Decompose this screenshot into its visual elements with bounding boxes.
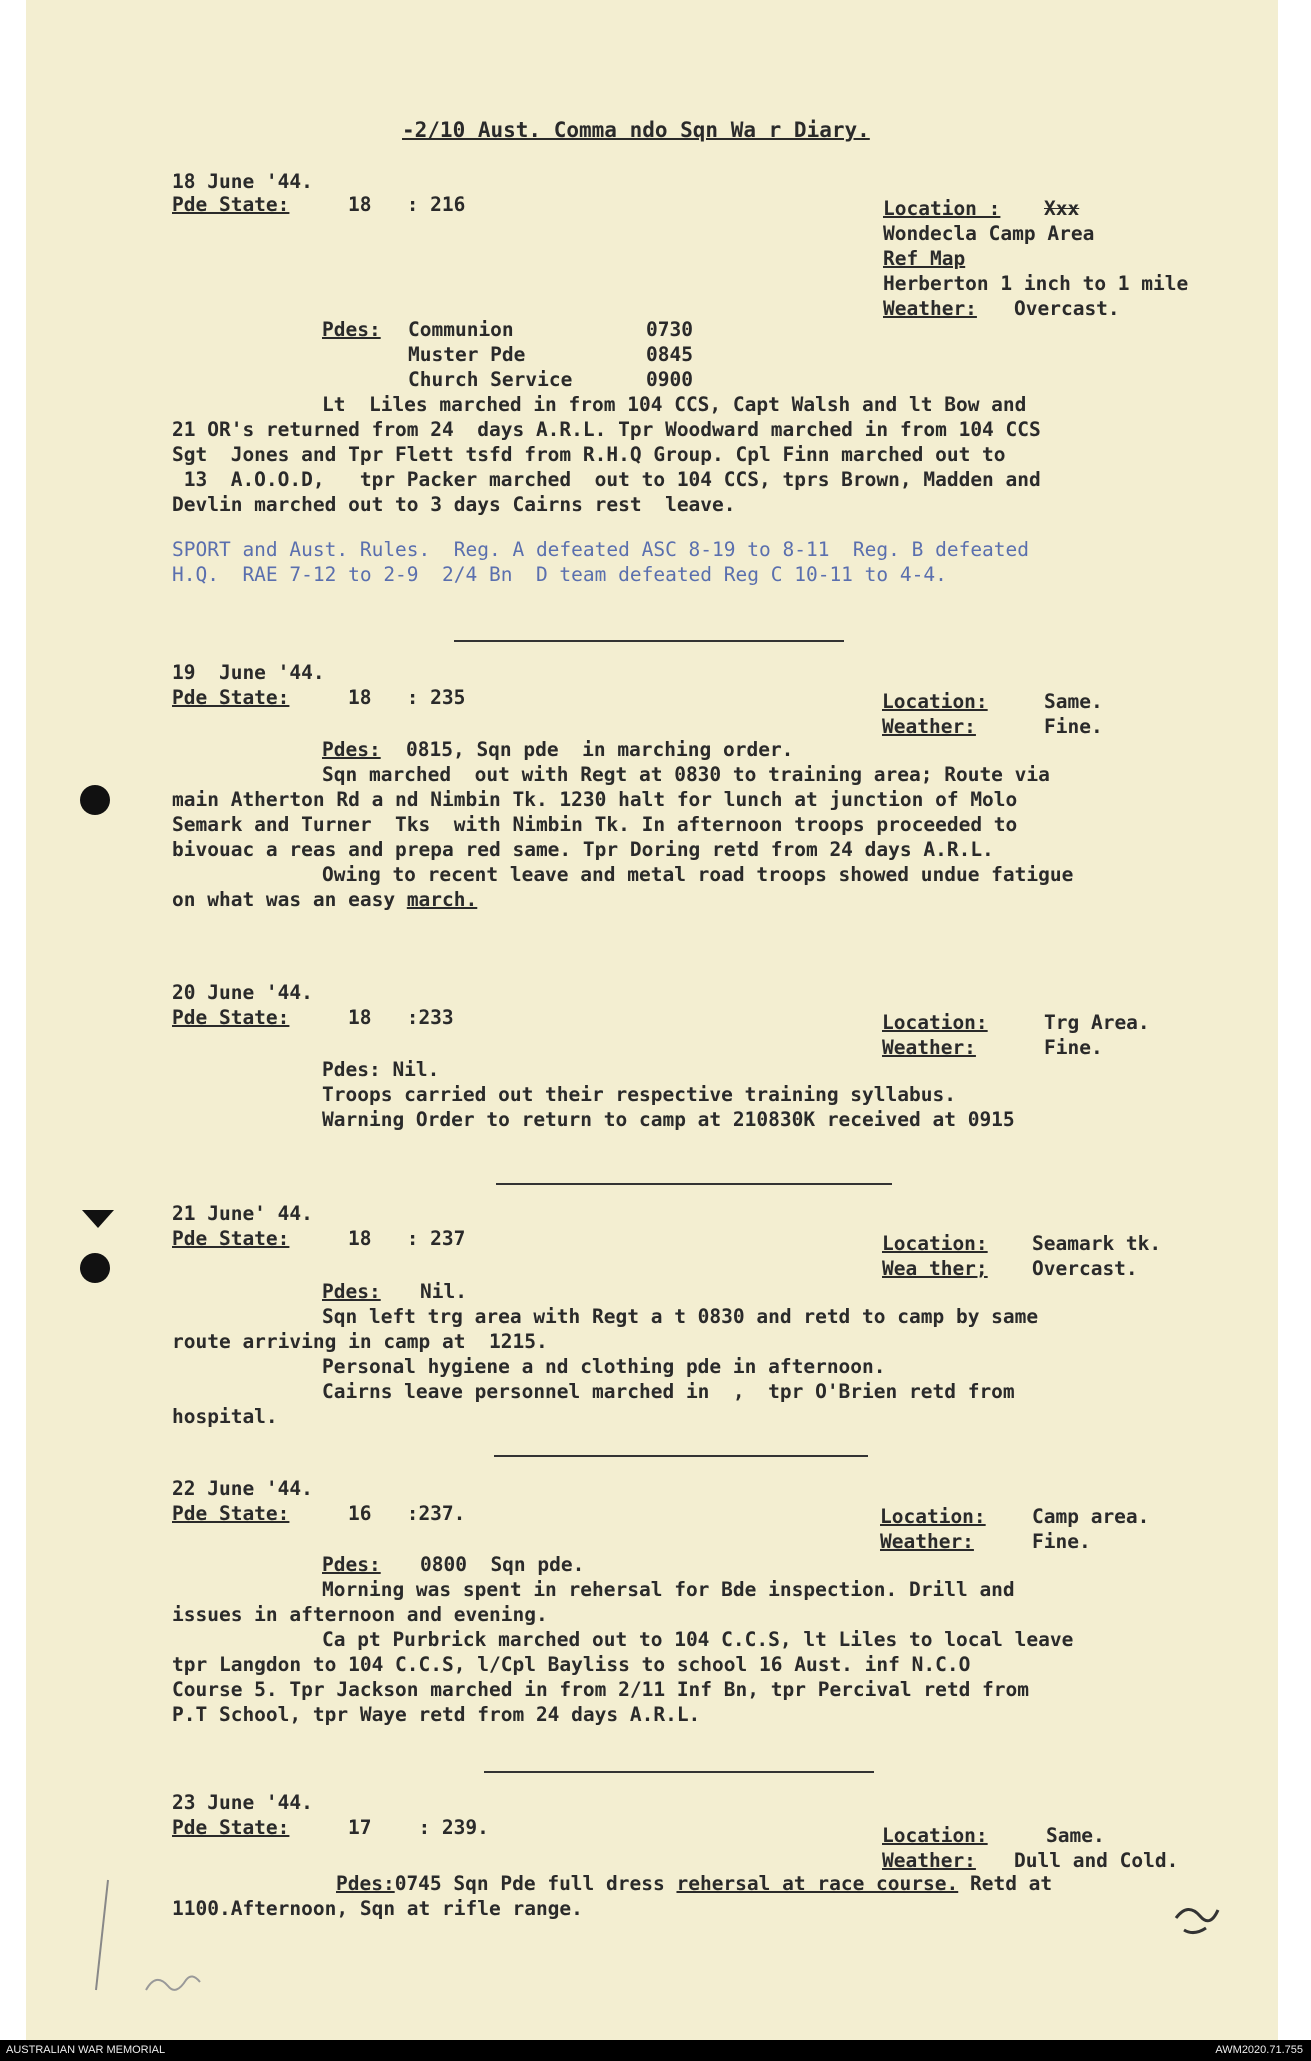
pde-state-value: 18 :233	[348, 1006, 454, 1029]
divider	[484, 1771, 874, 1773]
entry-line: Sqn marched out with Regt at 0830 to training area; Route via	[322, 763, 1050, 786]
pde-state-label: Pde State:	[172, 193, 290, 216]
pdes-value: 0800 Sqn pde.	[420, 1553, 585, 1576]
pde-state-value: 16 :237.	[348, 1502, 466, 1525]
weather-value: Dull and Cold.	[1014, 1849, 1179, 1872]
entry-line-underlined: rehersal at race course.	[676, 1872, 959, 1895]
entry-line: Owing to recent leave and metal road troops showed undue fatigue	[322, 863, 1074, 886]
weather-value: Overcast.	[1014, 297, 1120, 320]
ink-blot	[1166, 1890, 1226, 1950]
entry-line: 21 OR's returned from 24 days A.R.L. Tpr Woodward marched in from 104 CCS	[172, 418, 1041, 441]
location-label: Location:	[882, 1011, 988, 1034]
pde-state-value: 18 : 216	[348, 193, 466, 216]
entry-date: 21 June' 44.	[172, 1202, 313, 1225]
document-page	[26, 0, 1278, 2040]
entry-line: 13 A.O.O.D, tpr Packer marched out to 104 CCS, tprs Brown, Madden and	[172, 468, 1041, 491]
entry-line-text: Retd at	[958, 1872, 1053, 1895]
entry-line: Ca pt Purbrick marched out to 104 C.C.S, lt Liles to local leave	[322, 1628, 1074, 1651]
footer-right: AWM2020.71.755	[1215, 2044, 1303, 2056]
pdes-label: Pdes:	[336, 1872, 395, 1895]
entry-line	[336, 1872, 1052, 1896]
weather-label: Weather:	[882, 1036, 976, 1059]
pde-time: 0730	[646, 318, 693, 341]
weather-label: Wea ther;	[882, 1257, 988, 1280]
entry-line: Course 5. Tpr Jackson marched in from 2/11 Inf Bn, tpr Percival retd from	[172, 1678, 1030, 1701]
entry-line-underlined: march.	[406, 888, 478, 911]
entry-line: hospital.	[172, 1405, 278, 1428]
pde-time: 0900	[646, 368, 693, 391]
pdes-label: Pdes:	[322, 1280, 381, 1303]
location-value-struck: Xxx	[1044, 197, 1080, 220]
sport-line: H.Q. RAE 7-12 to 2-9 2/4 Bn D team defeated Reg C 10-11 to 4-4.	[172, 563, 947, 586]
entry-line: tpr Langdon to 104 C.C.S, l/Cpl Bayliss to school 16 Aust. inf N.C.O	[172, 1653, 971, 1676]
pde-state-value: 18 : 237	[348, 1227, 466, 1250]
entry-line-text: 0745 Sqn Pde full dress	[394, 1872, 677, 1895]
weather-label: Weather:	[882, 1849, 976, 1872]
weather-value: Fine.	[1044, 1036, 1103, 1059]
location-value: Same.	[1044, 690, 1103, 713]
divider	[494, 1455, 868, 1457]
binder-hole	[80, 785, 110, 815]
pde-name: Muster Pde	[408, 343, 526, 366]
footer-bar	[0, 2040, 1311, 2061]
location-label: Location :	[883, 197, 1001, 220]
entry-line: main Atherton Rd a nd Nimbin Tk. 1230 halt for lunch at junction of Molo	[172, 788, 1018, 811]
pde-state-value: 18 : 235	[348, 686, 466, 709]
weather-label: Weather:	[880, 1530, 974, 1553]
location-label: Location:	[882, 690, 988, 713]
pde-state-label: Pde State:	[172, 1006, 290, 1029]
entry-line: route arriving in camp at 1215.	[172, 1330, 548, 1353]
pde-state-label: Pde State:	[172, 1502, 290, 1525]
entry-line: issues in afternoon and evening.	[172, 1603, 548, 1626]
weather-value: Fine.	[1044, 715, 1103, 738]
pde-state-label: Pde State:	[172, 1816, 290, 1839]
entry-line	[172, 888, 477, 912]
entry-line: Morning was spent in rehersal for Bde inspection. Drill and	[322, 1578, 1015, 1601]
pde-state-label: Pde State:	[172, 686, 290, 709]
location-value: Trg Area.	[1044, 1011, 1150, 1034]
binder-hole	[80, 1253, 110, 1283]
entry-line: P.T School, tpr Waye retd from 24 days A.R.L.	[172, 1703, 701, 1726]
entry-date: 22 June '44.	[172, 1477, 313, 1500]
pde-time: 0845	[646, 343, 693, 366]
footer-left: AUSTRALIAN WAR MEMORIAL	[6, 2044, 166, 2056]
entry-date: 19 June '44.	[172, 661, 325, 684]
entry-line: Devlin marched out to 3 days Cairns rest leave.	[172, 493, 736, 516]
entry-line: Sqn left trg area with Regt a t 0830 and retd to camp by same	[322, 1305, 1039, 1328]
divider	[496, 1183, 892, 1185]
location-label: Location:	[882, 1232, 988, 1255]
location-value: Seamark tk.	[1032, 1232, 1162, 1255]
pdes-label: Pdes:	[322, 318, 381, 341]
diary-title: -2/10 Aust. Comma ndo Sqn Wa r Diary.	[402, 118, 870, 142]
entry-line: Lt Liles marched in from 104 CCS, Capt Walsh and lt Bow and	[322, 393, 1027, 416]
ref-map-detail: Herberton 1 inch to 1 mile	[883, 272, 1189, 295]
entry-line: Warning Order to return to camp at 210830K received at 0915	[322, 1108, 1015, 1131]
weather-label: Weather:	[882, 715, 976, 738]
pde-name: Communion	[408, 318, 514, 341]
pde-name: Church Service	[408, 368, 573, 391]
entry-line: 1100.Afternoon, Sqn at rifle range.	[172, 1897, 583, 1920]
weather-label: Weather:	[883, 297, 977, 320]
location-detail: Wondecla Camp Area	[883, 222, 1095, 245]
weather-value: Overcast.	[1032, 1257, 1138, 1280]
pdes-label: Pdes:	[322, 1553, 381, 1576]
entry-line: Sgt Jones and Tpr Flett tsfd from R.H.Q Group. Cpl Finn marched out to	[172, 443, 1006, 466]
divider	[454, 640, 844, 642]
entry-line: Personal hygiene a nd clothing pde in afternoon.	[322, 1355, 886, 1378]
pencil-scribble	[86, 1870, 226, 2010]
binder-notch	[82, 1210, 114, 1228]
entry-date: 23 June '44.	[172, 1791, 313, 1814]
pdes-label: Pdes:	[322, 738, 381, 761]
location-value: Same.	[1046, 1824, 1105, 1847]
pdes-value: 0815, Sqn pde in marching order.	[406, 738, 794, 761]
location-label: Location:	[882, 1824, 988, 1847]
ref-map: Ref Map	[883, 247, 966, 270]
pde-state-label: Pde State:	[172, 1227, 290, 1250]
entry-line: Semark and Turner Tks with Nimbin Tk. In afternoon troops proceeded to	[172, 813, 1018, 836]
pde-state-value: 17 : 239.	[348, 1816, 489, 1839]
entry-line-text: on what was an easy	[172, 888, 407, 911]
pdes-line: Pdes: Nil.	[322, 1058, 440, 1081]
location-value: Camp area.	[1032, 1505, 1150, 1528]
entry-line: bivouac a reas and prepa red same. Tpr Doring retd from 24 days A.R.L.	[172, 838, 994, 861]
weather-value: Fine.	[1032, 1530, 1091, 1553]
entry-line: Cairns leave personnel marched in , tpr O'Brien retd from	[322, 1380, 1015, 1403]
entry-line: Troops carried out their respective training syllabus.	[322, 1083, 956, 1106]
entry-date: 18 June '44.	[172, 170, 313, 193]
entry-date: 20 June '44.	[172, 981, 313, 1004]
pdes-value: Nil.	[420, 1280, 467, 1303]
location-label: Location:	[880, 1505, 986, 1528]
sport-line: SPORT and Aust. Rules. Reg. A defeated ASC 8-19 to 8-11 Reg. B defeated	[172, 538, 1030, 561]
